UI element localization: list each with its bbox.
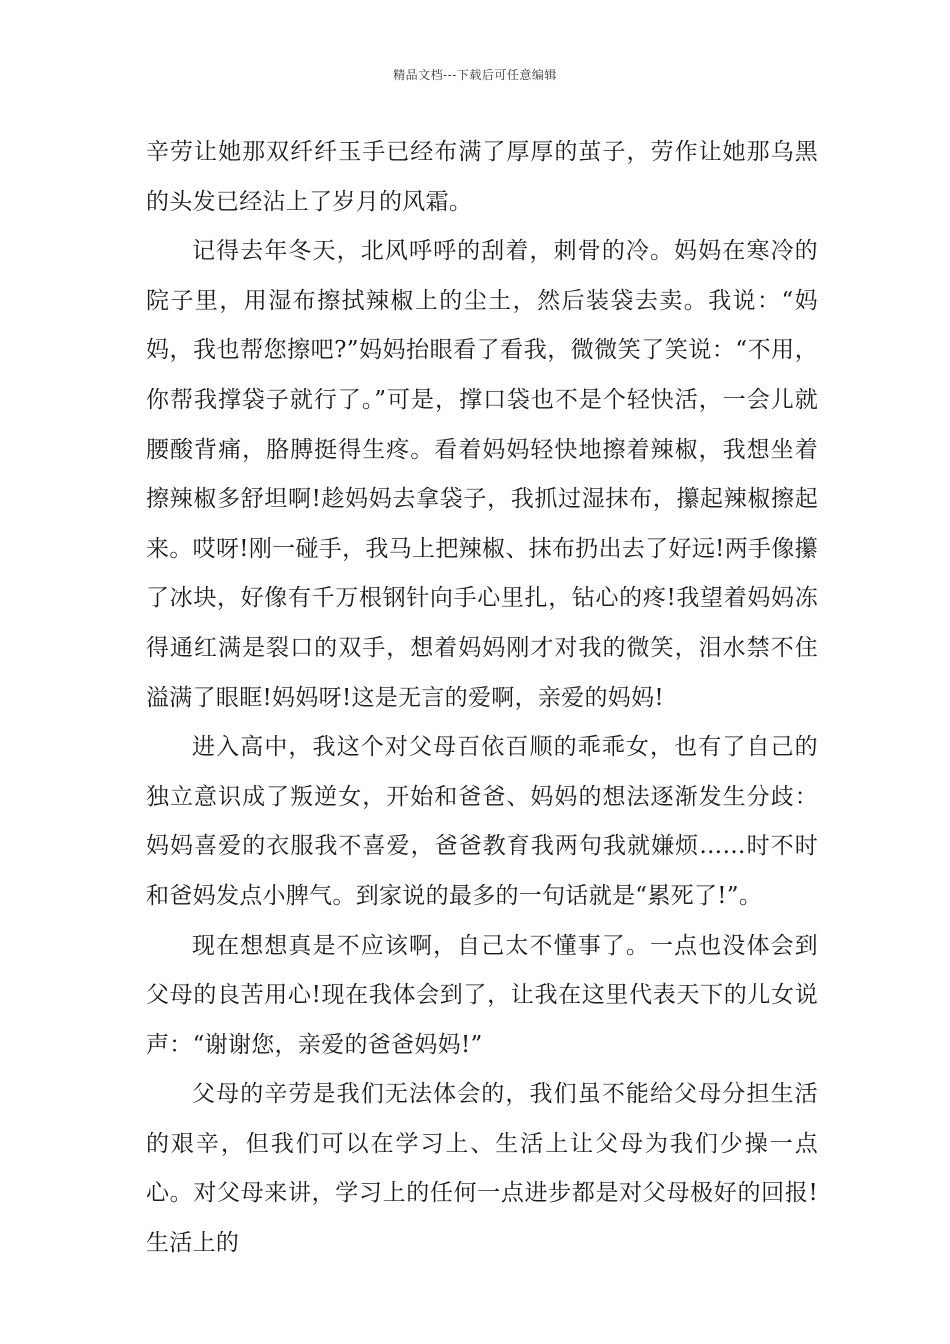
paragraph-2: 记得去年冬天，北风呼呼的刮着，刺骨的冷。妈妈在寒冷的院子里，用湿布擦拭辣椒上的尘土，然后装袋去卖。我说：“妈妈，我也帮您擦吧?”妈妈抬眼看了看我，微微笑了笑说：“不用，你帮我撑袋子就行了。”可是，撑口袋也不是个轻快活，一会儿就腰酸背痛，胳膊挺得生疼。看着妈妈轻快地擦着辣椒，我想坐着擦辣椒多舒坦啊!趁妈妈去拿袋子，我抓过湿抹布，攥起辣椒擦起来。哎呀!刚一碰手，我马上把辣椒、抹布扔出去了好远!两手像攥了冰块，好像有千万根钢针向手心里扎，钻心的疼!我望着妈妈冻得通红满是裂口的双手，想着妈妈刚才对我的微笑，泪水禁不住溢满了眼眶!妈妈呀!这是无言的爱啊，亲爱的妈妈! [146,238,818,711]
paragraph-1: 辛劳让她那双纤纤玉手已经布满了厚厚的茧子，劳作让她那乌黑的头发已经沾上了岁月的风霜。 [146,139,818,215]
paragraph-5: 父母的辛劳是我们无法体会的，我们虽不能给父母分担生活的艰辛，但我们可以在学习上、生活上让父母为我们少操一点心。对父母来讲，学习上的任何一点进步都是对父母极好的回报!生活上的 [146,1081,818,1257]
paragraph-3: 进入高中，我这个对父母百依百顺的乖乖女，也有了自己的独立意识成了叛逆女，开始和爸爸、妈妈的想法逐渐发生分歧：妈妈喜爱的衣服我不喜爱，爸爸教育我两句我就嫌烦……时不时和爸妈发点小脾气。到家说的最多的一句话就是“累死了!”。 [146,734,818,909]
document-body [146,128,818,1269]
page-header: 精品文档---下载后可任意编辑 [393,68,557,82]
paragraph-4: 现在想想真是不应该啊，自己太不懂事了。一点也没体会到父母的良苦用心!现在我体会到了，让我在这里代表天下的儿女说声：“谢谢您，亲爱的爸爸妈妈!” [146,932,818,1058]
